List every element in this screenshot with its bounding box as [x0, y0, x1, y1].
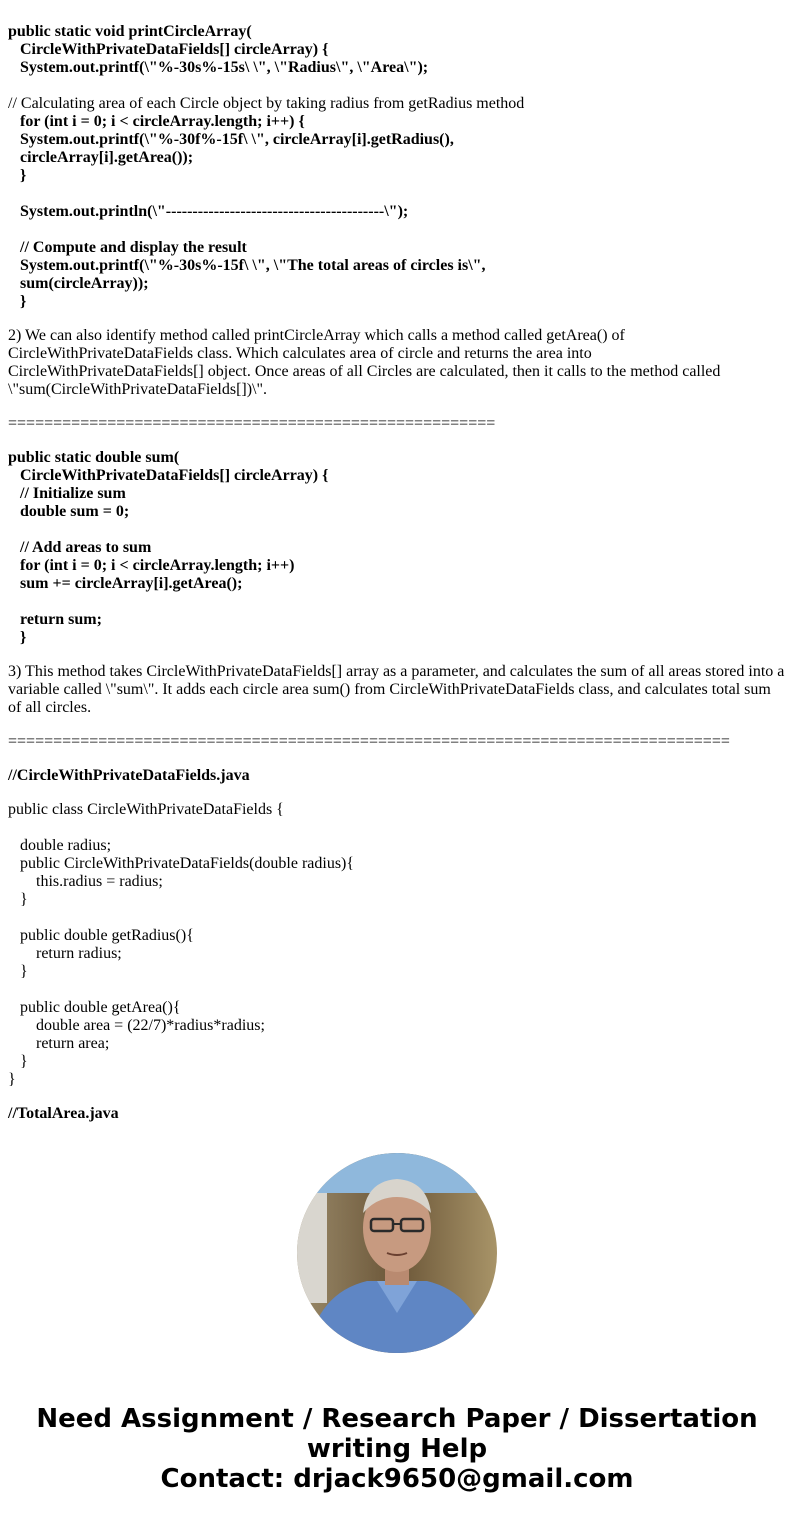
code-line: // Compute and display the result	[8, 239, 247, 256]
separator-line: ================================================================================	[8, 733, 730, 750]
code-line: public CircleWithPrivateDataFields(double radius){	[8, 855, 355, 872]
separator-line: ======================================================	[8, 415, 496, 432]
code-line: System.out.printf(\"%-30f%-15f\ \", circleArray[i].getRadius(),	[8, 131, 454, 148]
code-line: }	[8, 891, 28, 908]
code-line: public class CircleWithPrivateDataFields {	[8, 801, 284, 818]
code-line	[8, 77, 788, 95]
file-title-circle-class: //CircleWithPrivateDataFields.java	[8, 767, 250, 784]
code-line: public double getArea(){	[8, 999, 181, 1016]
code-line	[8, 819, 788, 837]
code-line: sum += circleArray[i].getArea();	[8, 575, 243, 592]
code-line: CircleWithPrivateDataFields[] circleArray) {	[8, 467, 329, 484]
code-line: }	[8, 1053, 28, 1070]
code-line: for (int i = 0; i < circleArray.length; i++)	[8, 557, 295, 574]
code-line: // Initialize sum	[8, 485, 126, 502]
code-line: }	[8, 963, 28, 980]
code-line: System.out.println(\"-----------------------------------------\");	[8, 203, 409, 220]
code-line: return radius;	[8, 945, 122, 962]
footer-line-1: Need Assignment / Research Paper / Dissertation	[36, 1404, 758, 1434]
code-line	[8, 221, 788, 239]
footer-contact-banner	[0, 1404, 794, 1494]
code-line: }	[8, 1071, 16, 1088]
author-photo	[297, 1153, 497, 1353]
footer-contact-email[interactable]: Contact: drjack9650@gmail.com	[160, 1464, 634, 1494]
code-line: for (int i = 0; i < circleArray.length; i++) {	[8, 113, 305, 130]
paragraph-explanation-3: 3) This method takes CircleWithPrivateDataFields[] array as a parameter, and calculates the sum of all areas stored into a variable called \"sum\". It adds each circle area sum() from CircleWithPrivateDataFields class, and calculates total sum of all circles.	[8, 663, 785, 716]
code-line	[8, 909, 788, 927]
code-line: // Add areas to sum	[8, 539, 152, 556]
document-content	[8, 23, 788, 1123]
code-line: sum(circleArray));	[8, 275, 149, 292]
file-title-total-area: //TotalArea.java	[8, 1105, 119, 1122]
code-line: }	[8, 167, 27, 184]
code-line: // Calculating area of each Circle object by taking radius from getRadius method	[8, 95, 525, 112]
code-line: double area = (22/7)*radius*radius;	[8, 1017, 265, 1034]
code-line: double radius;	[8, 837, 112, 854]
code-line: return sum;	[8, 611, 102, 628]
code-line	[8, 981, 788, 999]
code-line: this.radius = radius;	[8, 873, 163, 890]
code-line: public static void printCircleArray(	[8, 23, 252, 40]
code-block-print-circle-array	[8, 23, 788, 311]
code-block-circle-class	[8, 801, 788, 1089]
code-line: CircleWithPrivateDataFields[] circleArray) {	[8, 41, 329, 58]
code-line: System.out.printf(\"%-30s%-15s\ \", \"Radius\", \"Area\");	[8, 59, 429, 76]
footer-line-2: writing Help	[306, 1434, 488, 1464]
code-line: System.out.printf(\"%-30s%-15f\ \", \"The total areas of circles is\",	[8, 257, 486, 274]
code-line	[8, 185, 788, 203]
person-portrait-icon	[297, 1153, 497, 1353]
code-line: return area;	[8, 1035, 110, 1052]
code-line: circleArray[i].getArea());	[8, 149, 194, 166]
code-line: public double getRadius(){	[8, 927, 194, 944]
code-line	[8, 593, 788, 611]
code-line: }	[8, 629, 27, 646]
paragraph-explanation-2: 2) We can also identify method called printCircleArray which calls a method called getArea() of CircleWithPrivateDataFields class. Which calculates area of circle and returns the area into CircleWithPrivateDataFields[] object. Once areas of all Circles are calculated, then it calls to the method called \"sum(CircleWithPrivateDataFields[])\".	[8, 327, 721, 398]
code-line: double sum = 0;	[8, 503, 130, 520]
code-line: public static double sum(	[8, 449, 180, 466]
code-block-sum-method	[8, 449, 788, 647]
code-line	[8, 521, 788, 539]
code-line: }	[8, 293, 27, 310]
